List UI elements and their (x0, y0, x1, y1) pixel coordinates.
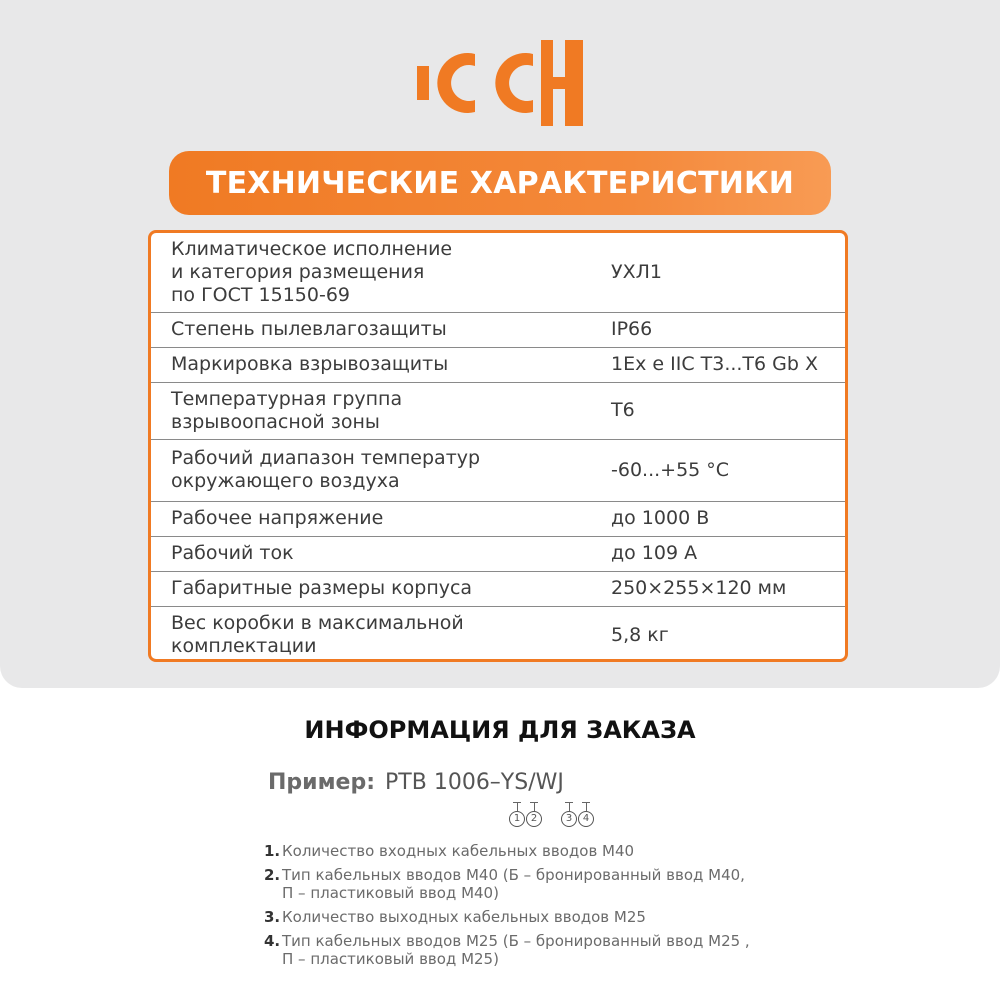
spec-name: Степень пылевлагозащиты (171, 318, 447, 340)
spec-name: Маркировка взрывозащиты (171, 353, 449, 375)
code-marker (561, 802, 577, 827)
marker-number: 2 (526, 811, 542, 827)
marker-number: 3 (561, 811, 577, 827)
table-row (151, 382, 845, 439)
table-row (151, 501, 845, 536)
table-row (151, 233, 845, 312)
marker-tick (582, 802, 590, 811)
note-number: 1. (264, 842, 281, 860)
specs-banner (169, 151, 831, 215)
spec-value: УХЛ1 (611, 260, 662, 283)
specs-table (151, 233, 845, 662)
list-item (264, 908, 824, 926)
marker-tick (513, 802, 521, 811)
marker-number: 4 (578, 811, 594, 827)
banner-title: ТЕХНИЧЕСКИЕ ХАРАКТЕРИСТИКИ (205, 165, 795, 201)
spec-value: T6 (611, 399, 635, 421)
spec-name: Температурная группа взрывоопасной зоны (171, 387, 403, 433)
spec-value: до 1000 В (611, 507, 710, 529)
spec-name: Рабочее напряжение (171, 507, 384, 529)
example-code: PTB 1006–YS/WJ (385, 770, 564, 795)
spec-value: IP66 (611, 318, 653, 340)
marker-tick (530, 802, 538, 811)
list-item (264, 842, 824, 860)
code-marker (509, 802, 525, 827)
note-number: 2. (264, 866, 281, 884)
table-row (151, 606, 845, 662)
code-marker (526, 802, 542, 827)
code-marker (578, 802, 594, 827)
spec-name: Рабочий ток (171, 542, 294, 564)
note-number: 4. (264, 932, 281, 950)
marker-tick (565, 802, 573, 811)
table-row (151, 312, 845, 347)
specs-table-box (148, 230, 848, 662)
note-text: Тип кабельных вводов М25 (Б – бронированный ввод М25 , П – пластиковый ввод М25) (282, 932, 750, 968)
table-row (151, 536, 845, 571)
spec-name: Габаритные размеры корпуса (171, 577, 473, 599)
table-row (151, 347, 845, 382)
spec-name: Вес коробки в максимальной комплектации (171, 612, 464, 658)
spec-value: 1Ex e IIC T3...T6 Gb X (611, 353, 819, 375)
note-text: Количество выходных кабельных вводов М25 (282, 908, 646, 926)
note-number: 3. (264, 908, 281, 926)
spec-value: до 109 А (611, 542, 698, 564)
spec-name: Климатическое исполнение и категория размещения по ГОСТ 15150-69 (171, 237, 453, 306)
order-example (268, 770, 564, 795)
order-notes (264, 842, 824, 974)
marker-number: 1 (509, 811, 525, 827)
order-title: ИНФОРМАЦИЯ ДЛЯ ЗАКАЗА (304, 716, 696, 744)
note-text: Количество входных кабельных вводов М40 (282, 842, 635, 860)
spec-name: Рабочий диапазон температур окружающего воздуха (171, 447, 481, 492)
table-row (151, 571, 845, 606)
spec-value: 250×255×120 мм (611, 577, 787, 599)
spec-value: 5,8 кг (611, 623, 669, 646)
example-label: Пример: (268, 770, 376, 795)
spec-value: -60...+55 °C (611, 458, 730, 481)
cci-logo-icon (417, 40, 583, 126)
list-item (264, 866, 824, 902)
list-item (264, 932, 824, 968)
note-text: Тип кабельных вводов М40 (Б – бронированный ввод М40, П – пластиковый ввод М40) (282, 866, 745, 902)
table-row (151, 439, 845, 501)
